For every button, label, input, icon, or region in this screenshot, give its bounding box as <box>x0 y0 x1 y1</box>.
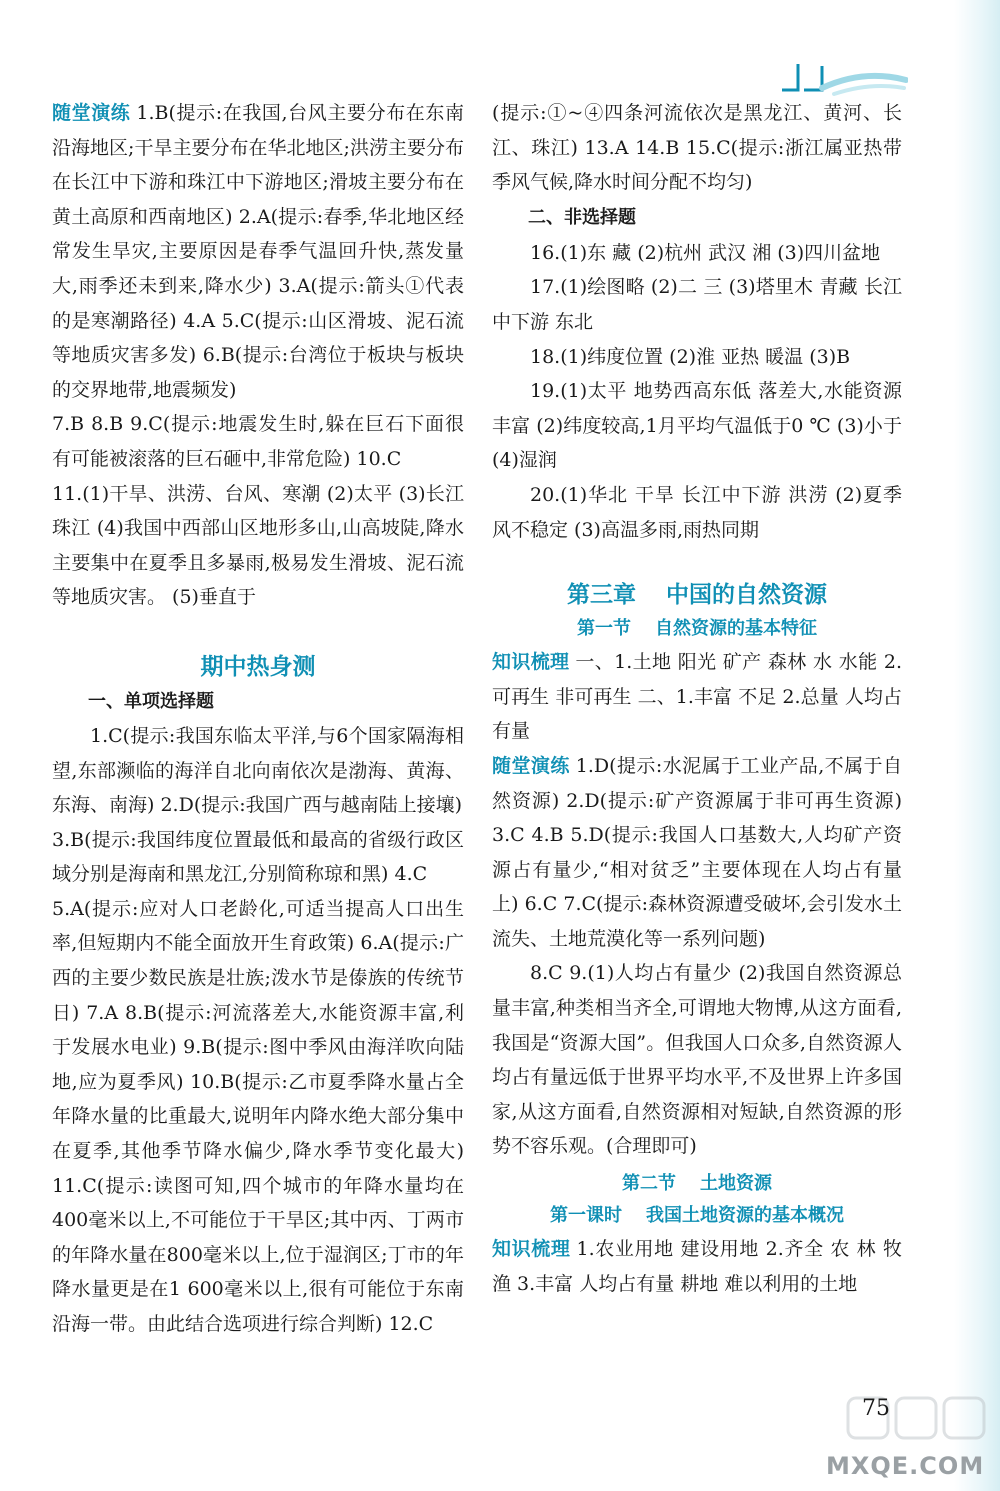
section-1-title: 第一节 自然资源的基本特征 <box>577 618 817 640</box>
section-1-practice: 随堂演练 1.D(提示:水泥属于工业产品,不属于自然资源) 2.D(提示:矿产资源属于非可再生资源) 3.C 4.B 5.D(提示:我国人口基数大,人均矿产资源占有量少,“相对贫乏”主要体现在人均占有量上) 6.C 7.C(提示:森林资源遭受破坏,会引发水土流失、土地荒漠化等一系列问题) <box>492 754 902 950</box>
keyword-label: 随堂演练 <box>52 102 131 124</box>
left-answer-11: 11.(1)干旱、洪涝、台风、寒潮 (2)太平 (3)长江 珠江 (4)我国中西部山区地形多山,山高坡陡,降水主要集中在夏季且多暴雨,极易发生滑坡、泥石流等地质灾害。 (5)垂直于 <box>52 482 464 609</box>
midterm-q1: 1.C(提示:我国东临太平洋,与6个国家隔海相望,东部濒临的海洋自北向南依次是渤海、黄海、东海、南海) 2.D(提示:我国广西与越南陆上接壤) <box>52 724 464 817</box>
midterm-q3: 3.B(提示:我国纬度位置最低和最高的省级行政区域分别是海南和黑龙江,分别简称琼和黑) 4.C <box>52 828 464 886</box>
subtitle-non-choice: 二、非选择题 <box>528 206 636 228</box>
subtitle-single-choice: 一、单项选择题 <box>88 690 214 712</box>
right-column <box>492 96 902 1301</box>
section-title-midterm: 期中热身测 <box>200 653 316 680</box>
answer-17: 17.(1)绘图略 (2)二 三 (3)塔里木 青藏 长江中下游 东北 <box>492 276 902 333</box>
left-practice-paragraph: 随堂演练 1.B(提示:在我国,台风主要分布在东南沿海地区;干旱主要分布在华北地区;洪涝主要分布在长江中下游和珠江中下游地区;滑坡主要分布在黄土高原和西南地区) 2.A(提示:春季,华北地区经常发生旱灾,主要原因是春季气温回升快,蒸发量大,雨季还未到来,降水少) 3.A(提示:箭头①代表的是寒潮路径) 4.A 5.C(提示:山区滑坡、泥石流等地质灾害多发) 6.B(提示:台湾位于板块与板块的交界地带,地震频发) <box>52 102 464 401</box>
section-2-title: 第二节 土地资源 <box>622 1173 772 1195</box>
right-continued-answers: (提示:①~④四条河流依次是黑龙江、黄河、长江、珠江) 13.A 14.B 15.C(提示:浙江属亚热带季风气候,降水时间分配不均匀) <box>492 102 902 194</box>
answer-20: 20.(1)华北 干旱 长江中下游 洪涝 (2)夏季风不稳定 (3)高温多雨,雨热同期 <box>492 483 902 541</box>
page-number: 75 <box>862 1396 890 1421</box>
answer-16: 16.(1)东 藏 (2)杭州 武汉 湘 (3)四川盆地 <box>530 241 881 264</box>
chapter-title: 第三章 中国的自然资源 <box>567 582 827 609</box>
section-2-knowledge: 知识梳理 1.农业用地 建设用地 2.齐全 农 林 牧 渔 3.丰富 人均占有量 耕地 难以利用的土地 <box>492 1238 902 1295</box>
section-1-answers-8-9: 8.C 9.(1)人均占有量少 (2)我国自然资源总量丰富,种类相当齐全,可谓地大物博,从这方面看,我国是“资源大国”。但我国人口众多,自然资源人均占有量远低于世界平均水平,不及世界上许多国家,从这方面看,自然资源相对短缺,自然资源的形势不容乐观。(合理即可) <box>492 962 902 1158</box>
left-column <box>52 96 464 1342</box>
answer-19: 19.(1)太平 地势西高东低 落差大,水能资源丰富 (2)纬度较高,1月平均气温低于0 ℃ (3)小于 (4)湿润 <box>492 380 902 472</box>
section-1-knowledge: 知识梳理 一、1.土地 阳光 矿产 森林 水 水能 2.可再生 非可再生 二、1.丰富 不足 2.总量 人均占有量 <box>492 651 902 743</box>
midterm-q5: 5.A(提示:应对人口老龄化,可适当提高人口出生率,但短期内不能全面放开生育政策) 6.A(提示:广西的主要少数民族是壮族;泼水节是傣族的传统节日) 7.A 8.B(提示:河流落差大,水能资源丰富,利于发展水电业) 9.B(提示:图中季风由海洋吹向陆地,应为夏季风) 10.B(提示:乙市夏季降水量占全年降水量的比重最大,说明年内降水绝大部分集中在夏季,其他季节降水偏少,降水季节变化最大) 11.C(提示:读图可知,四个城市的年降水量均在400毫米以上,不可能位于干旱区;其中丙、丁两市的年降水量在800毫米以上,位于湿润区;丁市的年降水量更是在1 600毫米以上,很有可能位于东南沿海一带。由此结合选项进行综合判断) 12.C <box>52 897 464 1335</box>
page-edge-decoration <box>954 0 1000 1491</box>
answer-18: 18.(1)纬度位置 (2)淮 亚热 暖温 (3)B <box>530 345 851 368</box>
left-answers-7-10: 7.B 8.B 9.C(提示:地震发生时,躲在巨石下面很有可能被滚落的巨石砸中,非常危险) 10.C <box>52 413 464 470</box>
header-wave-ornament <box>778 50 908 102</box>
watermark-text: MXQE.COM <box>826 1452 985 1480</box>
lesson-1-title: 第一课时 我国土地资源的基本概况 <box>550 1205 844 1227</box>
